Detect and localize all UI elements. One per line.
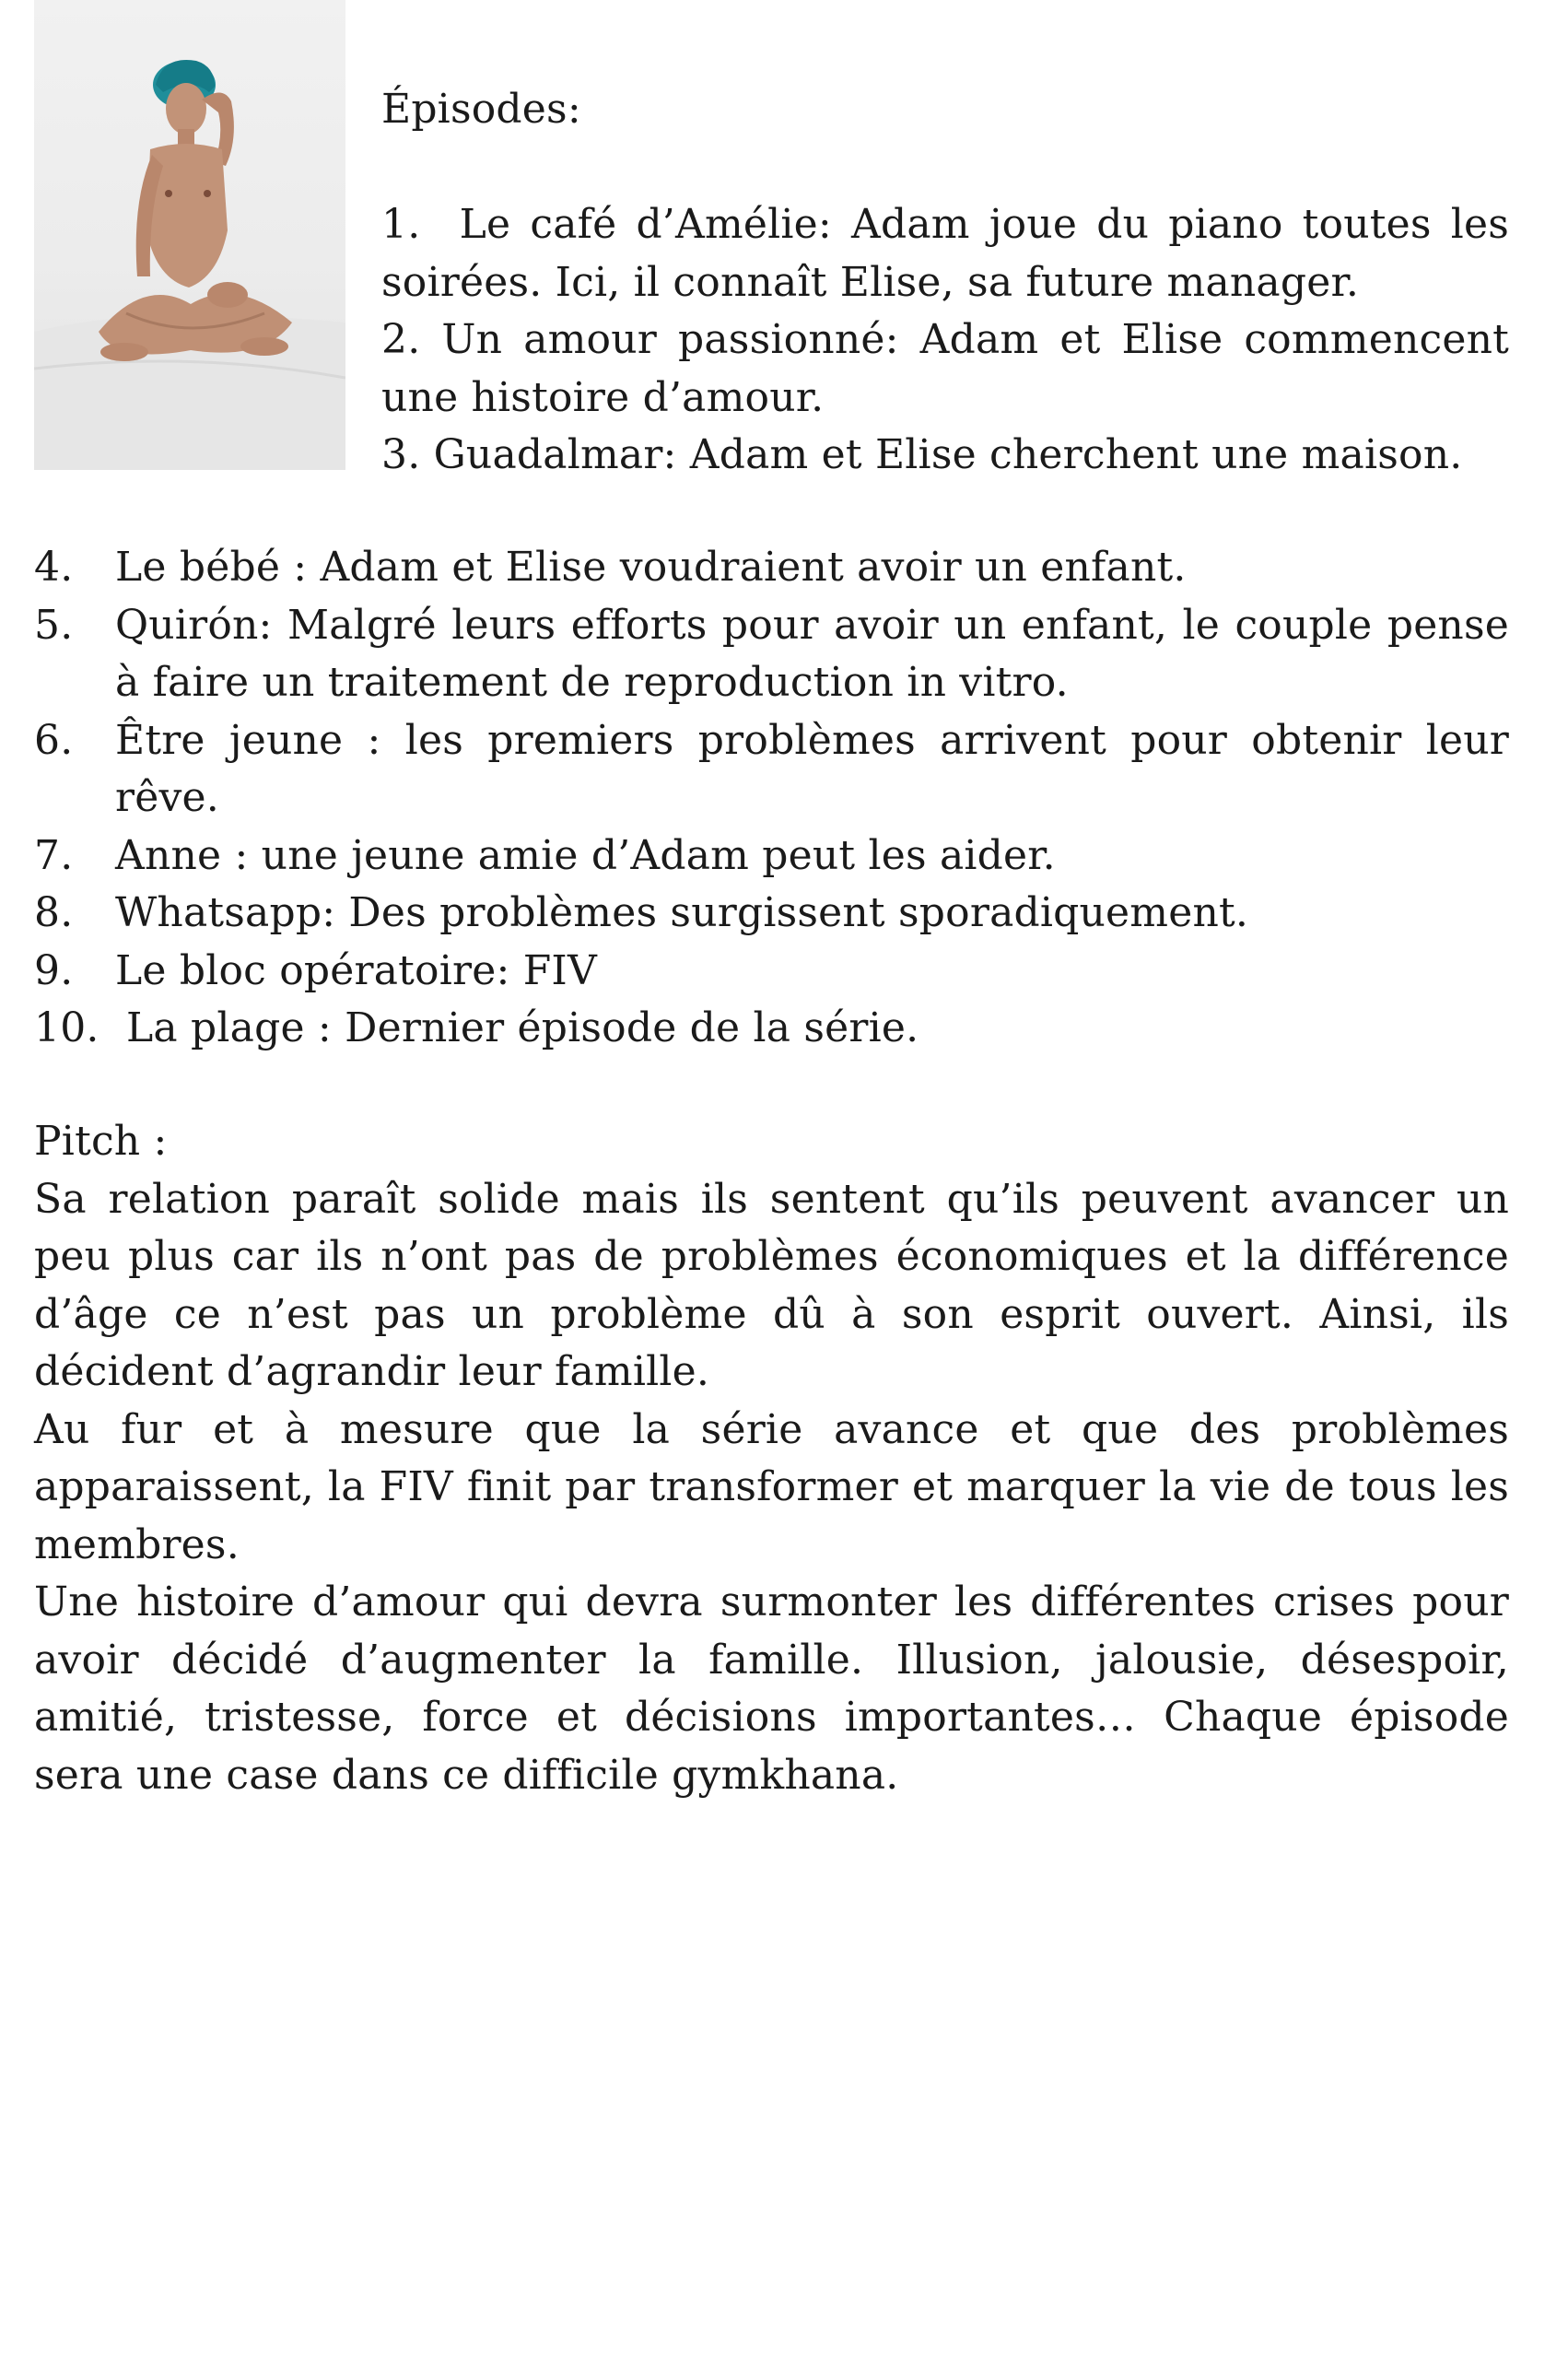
episode-3 bbox=[381, 427, 1509, 485]
pitch-paragraph-3: Une histoire d’amour qui devra surmonter les différentes crises pour avoir décidé d’augmenter la famille. Illusion, jalousie, désespoir, amitié, tristesse, force et décisions importantes… Chaque épisode sera une case dans ce difficile gymkhana. bbox=[34, 1579, 1509, 1799]
episode-number: 7. bbox=[34, 831, 74, 879]
episode-2 bbox=[381, 311, 1509, 427]
portrait-photo bbox=[34, 0, 345, 470]
episode-number: 5. bbox=[34, 601, 74, 649]
episode-6 bbox=[34, 712, 1509, 827]
episode-text: Anne : une jeune amie d’Adam peut les aider. bbox=[115, 831, 1056, 879]
episode-text: Le café d’Amélie: Adam joue du piano toutes les soirées. Ici, il connaît Elise, sa future manager. bbox=[381, 201, 1510, 306]
seated-figure-image bbox=[34, 0, 345, 470]
episode-number: 4. bbox=[34, 544, 74, 591]
episode-5 bbox=[34, 597, 1509, 712]
episode-4 bbox=[34, 539, 1509, 597]
episode-8 bbox=[34, 885, 1509, 943]
episode-number: 8. bbox=[34, 889, 74, 936]
episode-text: Le bloc opératoire: FIV bbox=[115, 946, 597, 994]
episodes-list bbox=[34, 539, 1509, 1058]
episode-text: Whatsapp: Des problèmes surgissent sporadiquement. bbox=[115, 889, 1249, 936]
episode-number: 9. bbox=[34, 946, 74, 994]
episode-text: Le bébé : Adam et Elise voudraient avoir un enfant. bbox=[115, 544, 1187, 591]
episode-number: 10. bbox=[34, 1004, 99, 1051]
episode-number: 3. bbox=[381, 431, 421, 478]
episode-number: 1. bbox=[381, 201, 421, 248]
episode-text: Guadalmar: Adam et Elise cherchent une maison. bbox=[433, 431, 1463, 478]
episode-text: La plage : Dernier épisode de la série. bbox=[126, 1004, 919, 1051]
episode-1 bbox=[381, 196, 1509, 311]
pitch-paragraph-2: Au fur et à mesure que la série avance et que des problèmes apparaissent, la FIV finit par transformer et marquer la vie de tous les membres. bbox=[34, 1405, 1509, 1568]
pitch-paragraph-1: Sa relation paraît solide mais ils sentent qu’ils peuvent avancer un peu plus car ils n’ont pas de problèmes économiques et la différence d’âge ce n’est pas un problème dû à son esprit ouvert. Ainsi, ils décident d’agrandir leur famille. bbox=[34, 1175, 1509, 1395]
episode-text: Quirón: Malgré leurs efforts pour avoir un enfant, le couple pense à faire un traitement de reproduction in vitro. bbox=[115, 601, 1509, 706]
pitch-heading: Pitch : bbox=[34, 1118, 168, 1165]
episode-number: 2. bbox=[381, 316, 421, 363]
episode-10 bbox=[34, 1000, 1509, 1058]
pitch-section bbox=[34, 1113, 1509, 1804]
episode-text: Être jeune : les premiers problèmes arrivent pour obtenir leur rêve. bbox=[115, 716, 1509, 821]
episode-9 bbox=[34, 943, 1509, 1001]
episode-text: Un amour passionné: Adam et Elise commencent une histoire d’amour. bbox=[381, 316, 1509, 421]
episodes-intro-block bbox=[381, 81, 1509, 485]
episode-number: 6. bbox=[34, 716, 74, 764]
episode-7 bbox=[34, 827, 1509, 886]
episodes-heading: Épisodes: bbox=[381, 86, 581, 133]
